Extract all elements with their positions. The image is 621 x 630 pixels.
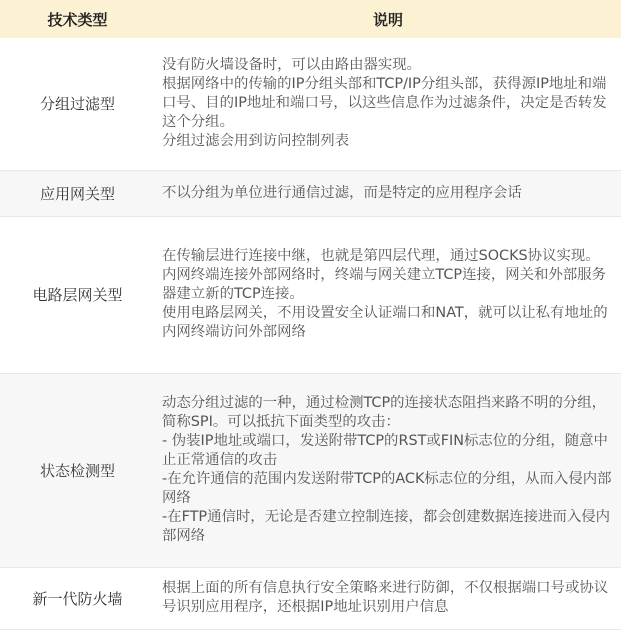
table-row: [0, 38, 621, 170]
table-body: [0, 38, 621, 629]
table-row: [0, 373, 621, 567]
description-line: -在允许通信的范围内发送附带TCP的ACK标志位的分组，从而入侵内部网络: [162, 471, 612, 506]
table-row: [0, 567, 621, 629]
table-row: [0, 216, 621, 373]
description-line: 分组过滤会用到访问控制列表: [162, 133, 350, 150]
table-row: [0, 170, 621, 216]
description-cell: [155, 567, 621, 629]
description-cell: [155, 373, 621, 567]
description-line: 没有防火墙设备时，可以由路由器实现。: [162, 57, 422, 74]
description-line: 根据上面的所有信息执行安全策略来进行防御，不仅根据端口号或协议号识别应用程序，还根据IP地址识别用户信息: [162, 580, 609, 615]
type-cell: 电路层网关型: [0, 216, 155, 373]
description-line: 根据网络中的传输的IP分组头部和TCP/IP分组头部，获得源IP地址和端口号、目的IP地址和端口号，以这些信息作为过滤条件，决定是否转发这个分组。: [162, 76, 607, 131]
type-cell: 应用网关型: [0, 170, 155, 216]
header-technology-type: 技术类型: [0, 0, 155, 38]
description-line: 在传输层进行连接中继，也就是第四层代理，通过SOCKS协议实现。: [162, 248, 600, 264]
description-line: 使用电路层网关，不用设置安全认证端口和NAT，就可以让私有地址的内网终端访问外部网络: [162, 305, 608, 340]
description-line: 不以分组为单位进行通信过滤，而是特定的应用程序会话: [162, 184, 522, 201]
description-cell: [155, 216, 621, 373]
description-line: 动态分组过滤的一种，通过检测TCP的连接状态阻挡来路不明的分组，简称SPI。可以抵抗下面类型的攻击：: [162, 395, 607, 430]
description-line: -在FTP通信时，无论是否建立控制连接，都会创建数据连接进而入侵内部网络: [162, 509, 611, 544]
header-row: [0, 0, 621, 38]
description-line: 内网终端连接外部网络时，终端与网关建立TCP连接，网关和外部服务器建立新的TCP连接。: [162, 267, 607, 302]
table-header: [0, 0, 621, 38]
type-cell: 状态检测型: [0, 373, 155, 567]
header-description: 说明: [155, 0, 621, 38]
description-cell: [155, 38, 621, 170]
type-cell: 新一代防火墙: [0, 567, 155, 629]
description-cell: [155, 170, 621, 216]
description-line: - 伪装IP地址或端口，发送附带TCP的RST或FIN标志位的分组，随意中止正常通信的攻击: [162, 433, 608, 468]
type-cell: 分组过滤型: [0, 38, 155, 170]
